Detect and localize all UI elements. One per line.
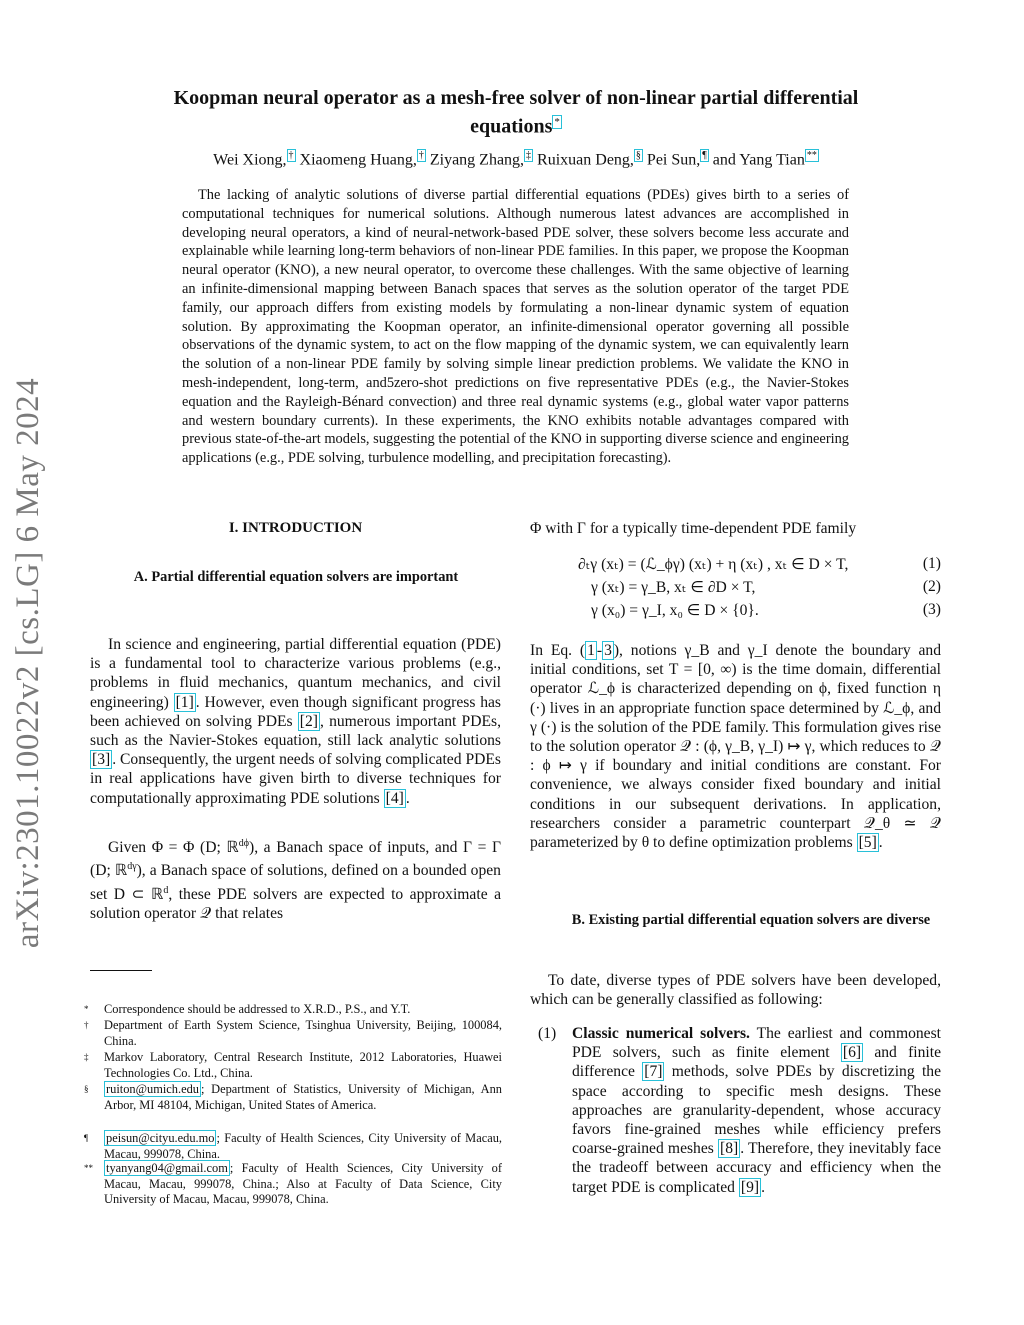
footnote-mark: § <box>84 1084 89 1094</box>
subsection-heading-a: A. Partial differential equation solvers are important <box>133 569 459 585</box>
footnote-text: ; Faculty of Health Sciences, City University of Macau, Macau, 999078, China. <box>104 1131 502 1161</box>
author-name: Ziyang Zhang, <box>429 151 525 169</box>
paragraph-text: The earliest and commonest PDE solvers, such as finite element <box>572 1025 941 1062</box>
footnote <box>84 1018 502 1049</box>
footnote-text: ; Faculty of Health Sciences, City University of Macau, Macau, 999078, China.; Also at Faculty of Data Science, City University of Macau, Macau, 999078, China. <box>104 1161 502 1207</box>
paper-title <box>100 86 932 139</box>
equation-body: ∂ₜγ (xₜ) = (ℒ_ϕγ) (xₜ) + η (xₜ) , xₜ ∈ D × T, <box>578 556 849 573</box>
equation-number: (2) <box>922 578 941 595</box>
email-link[interactable]: tyanyang04@gmail.com <box>106 1161 228 1175</box>
paragraph-text: In science and engineering, partial differential equation (PDE) is a fundamental tool to characterize various problems (e.g., problems in fluid mechanics, quantum mechanics, and civil engineering) <box>90 636 501 711</box>
author-affiliation-link[interactable]: ** <box>806 150 817 161</box>
equation-link[interactable]: 1 <box>587 642 595 659</box>
equation-3 <box>530 601 941 622</box>
footnote-mark: ** <box>84 1163 93 1173</box>
footnote-text: Correspondence should be addressed to X.R.D., P.S., and Y.T. <box>104 1002 411 1016</box>
paragraph-text: methods, solve PDEs by discretizing the space according to specific mesh designs. These approaches are granularity-dependent, whose accuracy favors fine-grained meshes while efficiency prefers coarse-grained meshes <box>572 1063 942 1158</box>
solvers-intro-paragraph <box>530 971 941 1009</box>
footnote <box>84 1050 502 1081</box>
footnote-mark: ‡ <box>84 1052 89 1062</box>
author-affiliation-link[interactable]: § <box>635 150 641 161</box>
intro-paragraph-1 <box>90 635 501 808</box>
list-item <box>530 1024 941 1197</box>
footnote-mark: † <box>84 1020 89 1030</box>
author-name: Ruixuan Deng, <box>537 151 634 169</box>
paragraph-text: . However, even though significant progress has been achieved on solving PDEs <box>90 693 501 730</box>
equation-2 <box>530 578 941 599</box>
email-link[interactable]: ruiton@umich.edu <box>106 1082 199 1096</box>
footnote-text: ; Department of Statistics, University of Michigan, Ann Arbor, MI 48104, Michigan, United States of America. <box>104 1082 502 1112</box>
footnote-mark: * <box>84 1004 89 1014</box>
paragraph-text: . Therefore, they inevitably face the tradeoff between accuracy and efficiency when the target PDE is complicated <box>572 1140 941 1196</box>
author-name: and Yang Tian <box>712 151 805 169</box>
list-item-number: (1) <box>538 1025 557 1042</box>
paragraph-text: . Consequently, the urgent needs of solving complicated PDEs in real applications have given birth to diverse techniques for computationally approximating PDE solutions <box>90 751 501 807</box>
title-line-2: equations <box>470 115 553 138</box>
equation-explanation-paragraph <box>530 641 941 852</box>
paragraph-text: ), a Banach space of inputs, and Γ = Γ (D; ℝ <box>90 839 501 880</box>
citation-link[interactable]: [6] <box>842 1044 862 1062</box>
superscript: dϕ <box>238 838 250 849</box>
footnote <box>84 1002 502 1018</box>
author-name: Pei Sun, <box>646 151 701 169</box>
superscript: d <box>163 884 169 896</box>
intro-paragraph-2 <box>90 834 501 923</box>
equation-number: (3) <box>922 601 941 618</box>
footnote-mark: ¶ <box>84 1133 89 1143</box>
subsection-heading-b: B. Existing partial differential equation solvers are diverse <box>571 912 931 928</box>
equation-intro: Φ with Γ for a typically time-dependent PDE family <box>530 520 857 537</box>
citation-link[interactable]: [5] <box>858 834 877 852</box>
footnote-rule <box>90 970 152 971</box>
citation-link[interactable]: [8] <box>720 1140 739 1158</box>
citation-link[interactable]: [2] <box>299 712 318 730</box>
author-affiliation-link[interactable]: † <box>288 150 294 161</box>
author-name: Wei Xiong, <box>213 151 287 169</box>
equation-body: γ (x₀) = γ_I, x₀ ∈ D × {0}. <box>591 602 759 619</box>
title-footnote-link[interactable]: * <box>554 116 560 128</box>
footnote <box>84 1161 502 1208</box>
author-list <box>100 150 932 169</box>
citation-link[interactable]: [4] <box>385 789 404 807</box>
paragraph-text: ), notions γ_B and γ_I denote the boundary and initial conditions, set T = [0, ∞) is the time domain, differential operator ℒ_ϕ is characterized depending on ϕ, fixed function η (·) lives in an appropriate function space determined by ℒ_ϕ, and γ (·) is the solution of the PDE family. This formulation gives rise to the solution operator 𝒬 : (ϕ, γ_B, γ_I) ↦ γ, which reduces to 𝒬 : ϕ ↦ γ if boundary and initial conditions are constant. For convenience, we always consider fixed boundary and initial conditions in our subsequent derivations. In application, researchers consider a parametric counterpart 𝒬_θ ≃ 𝒬 parameterized by θ to define optimization problems <box>530 642 941 852</box>
paragraph-text: and finite difference <box>572 1044 941 1081</box>
title-line-1: Koopman neural operator as a mesh-free solver of non-linear partial differential <box>173 87 859 109</box>
citation-link[interactable]: [1] <box>175 693 194 711</box>
paragraph-text: Given Φ = Φ (D; ℝ <box>108 839 239 857</box>
footnote-text: Department of Earth System Science, Tsinghua University, Beijing, 100084, China. <box>104 1018 502 1048</box>
equation-number: (1) <box>922 555 941 572</box>
paragraph-text: , these PDE solvers are expected to approximate a solution operator 𝒬 that relates <box>90 885 501 923</box>
paragraph-text: - <box>596 642 603 659</box>
footnote <box>84 1082 502 1113</box>
paragraph-text: . <box>878 834 883 852</box>
equation-body: γ (xₜ) = γ_B, xₜ ∈ ∂D × T, <box>591 579 756 596</box>
abstract-text: The lacking of analytic solutions of diverse partial differential equations (PDEs) gives birth to a series of computational techniques for numerical solutions. Although numerous latest advances are accomplished in developing neural operators, a kind of neural-network-based PDE solver, these solvers become less accurate and explainable while learning long-term behaviors of non-linear PDE families. In this paper, we propose the Koopman neural operator (KNO), a new neural operator, to overcome these challenges. With the same objective of learning an infinite-dimensional mapping between Banach spaces that serves as the solution operator of the target PDE family, our approach differs from existing models by formulating a non-linear dynamic system of equation solution. By approximating the Koopman operator, an infinite-dimensional operator governing all possible observations of the dynamic system, to act on the flow mapping of the dynamic system, we can equivalently learn the solution of a non-linear PDE family by solving simple linear prediction problems. We validate the KNO in mesh-independent, long-term, and5zero-shot predictions on five representative PDEs (e.g., the Navier-Stokes equation and the Rayleigh-Bénard convection) and three real dynamic systems (e.g., global water vapor patterns and western boundary currents). In these experiments, the KNO exhibits notable advantages compared with previous state-of-the-art models, suggesting the potential of the KNO in supporting diverse science and engineering applications (e.g., PDE solving, turbulence modelling, and precipitation forecasting). <box>182 187 849 467</box>
equation-block <box>530 555 941 625</box>
list-item-lead: Classic numerical solvers. <box>572 1025 750 1042</box>
equation-1 <box>530 555 941 576</box>
section-heading-introduction: I. INTRODUCTION <box>228 520 363 536</box>
paragraph-text: , numerous important PDEs, such as the Navier-Stokes equation, still lack analytic solutions <box>90 712 501 750</box>
author-name: Xiaomeng Huang, <box>299 151 417 169</box>
footnote <box>84 1131 502 1162</box>
footnote-text: Markov Laboratory, Central Research Institute, 2012 Laboratories, Huawei Technologies Co. Ltd., China. <box>104 1050 502 1080</box>
author-affiliation-link[interactable]: ‡ <box>526 150 532 161</box>
author-affiliation-link[interactable]: † <box>418 150 424 161</box>
author-affiliation-link[interactable]: ¶ <box>702 150 707 161</box>
paragraph-text: In Eq. ( <box>530 642 586 659</box>
arxiv-identifier: arXiv:2301.10022v2 [cs.LG] 6 May 2024 <box>10 377 46 949</box>
equation-link[interactable]: 3 <box>604 642 612 659</box>
citation-link[interactable]: [7] <box>644 1063 663 1081</box>
paragraph-text: . <box>405 789 410 807</box>
citation-link[interactable]: [9] <box>740 1178 760 1196</box>
paragraph-text: ), a Banach space of solutions, defined on a bounded open set D ⊂ ℝ <box>90 862 501 903</box>
abstract <box>182 186 849 468</box>
email-link[interactable]: peisun@cityu.edu.mo <box>106 1131 215 1145</box>
paragraph-text: . <box>761 1178 765 1196</box>
superscript: dγ <box>127 861 137 873</box>
citation-link[interactable]: [3] <box>92 751 111 769</box>
paragraph-text: To date, diverse types of PDE solvers have been developed, which can be generally classified as following: <box>530 972 941 1009</box>
